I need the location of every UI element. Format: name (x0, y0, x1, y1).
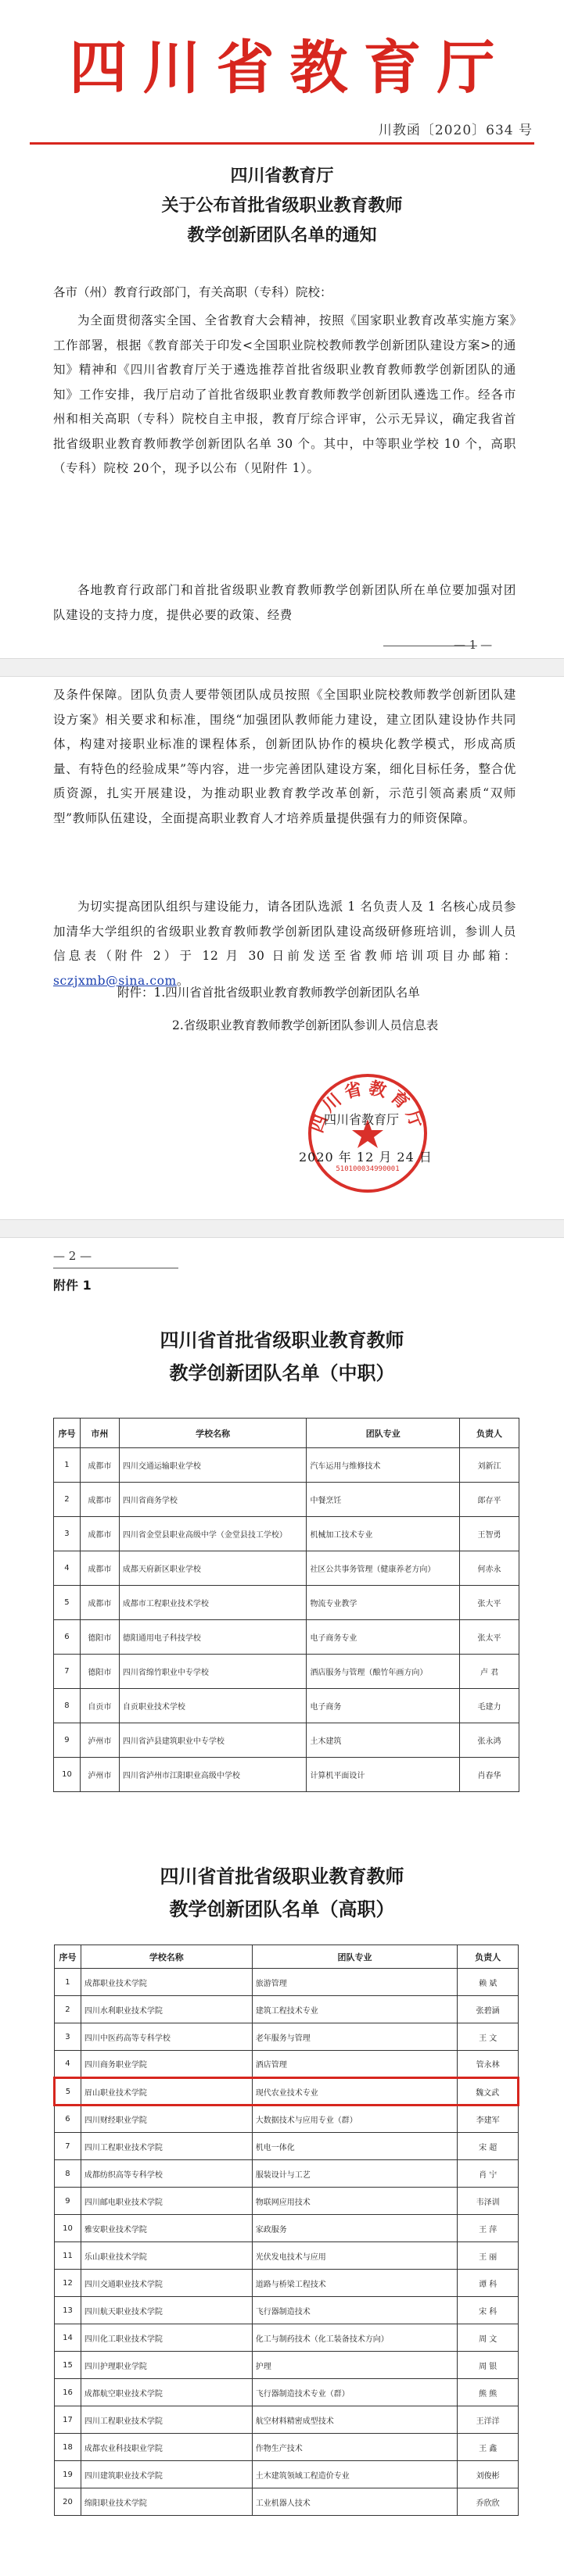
table-cell: 魏文武 (458, 2078, 519, 2106)
paragraph-1: 为全面贯彻落实全国、全省教育大会精神，按照《国家职业教育改革实施方案》工作部署，根据《教育部关于印发<全国职业院校教师教学创新团队建设方案>的通知》精神和《四川省教育厅关于遴选推荐首批省级职业教育教师教学创新团队的通知》工作安排，我厅启动了首批省级职业教育教师教学创新团队遴选工作。经各市州和相关高职（专科）院校自主申报，教育厅综合评审，公示无异议，确定我省首批省级职业教育教师教学创新团队名单 30 个。其中，中等职业学校 10 个，高职（专科）院校 20个，现予以公布（见附件 1）。 (53, 313, 516, 475)
table-cell: 作物生产技术 (252, 2434, 458, 2461)
table-cell: 自贡职业技术学校 (119, 1689, 307, 1723)
table-cell: 物联网应用技术 (252, 2188, 458, 2215)
table-cell: 建筑工程技术专业 (252, 1996, 458, 2023)
paragraph-3-text: 为切实提高团队组织与建设能力，请各团队选派 1 名负责人及 1 名核心成员参加清华大学组织的省级职业教育教师教学创新团队建设高级研修班培训，参训人员信息表（附件 2）于 12 月 30 日前发送至省教师培训项目办邮箱： (53, 900, 516, 963)
table-gz-title-2: 教学创新团队名单（高职） (169, 1898, 395, 1920)
table-row (55, 2488, 519, 2516)
table-cell: 张碧涵 (458, 1996, 519, 2023)
letterhead-title: 四川省教育厅 (69, 34, 511, 102)
table-cell: 刘新江 (460, 1448, 519, 1483)
table-cell: 四川省金堂县职业高级中学（金堂县技工学校） (119, 1517, 307, 1551)
table-zz-title-2: 教学创新团队名单（中职） (169, 1362, 395, 1384)
table-cell: 家政服务 (252, 2215, 458, 2242)
table-cell: 16 (55, 2379, 81, 2406)
table-header-row (55, 1945, 519, 1969)
table-cell: 2 (55, 1996, 81, 2023)
table-cell: 6 (54, 1620, 81, 1655)
letterhead-red-rule (30, 142, 534, 145)
column-header: 序号 (54, 1419, 81, 1448)
table-cell: 成都农业科技职业学院 (81, 2434, 252, 2461)
table-cell: 2 (54, 1483, 81, 1517)
table-row (54, 1483, 519, 1517)
table-cell: 王 鑫 (458, 2434, 519, 2461)
paragraph-2-part-1: 各地教育行政部门和首批省级职业教育教师教学创新团队所在单位要加强对团队建设的支持力度，提供必要的政策、经费 (53, 583, 516, 622)
table-row (55, 2215, 519, 2242)
salutation: 各市（州）教育行政部门，有关高职（专科）院校： (53, 285, 332, 299)
table-cell: 郎存平 (460, 1483, 519, 1517)
table-row (54, 1586, 519, 1620)
table-row (55, 2242, 519, 2270)
table-cell: 宋 超 (458, 2133, 519, 2160)
table-cell: 9 (54, 1723, 81, 1758)
table-cell: 张太平 (460, 1620, 519, 1655)
table-cell: 成都天府新区职业学校 (119, 1551, 307, 1586)
table-cell: 四川航天职业技术学院 (81, 2297, 252, 2324)
table-cell: 宋 科 (458, 2297, 519, 2324)
table-cell: 10 (54, 1758, 81, 1792)
table-row (55, 2352, 519, 2379)
table-higher-vocational (53, 1945, 519, 2516)
table-cell: 周 银 (458, 2352, 519, 2379)
table-row (55, 2051, 519, 2078)
document-number: 川教函〔2020〕634 号 (378, 123, 533, 138)
table-cell: 服装设计与工艺 (252, 2160, 458, 2188)
table-cell: 张大平 (460, 1586, 519, 1620)
column-header: 序号 (55, 1945, 81, 1969)
table-cell: 电子商务 (307, 1689, 460, 1723)
email-link[interactable]: sczjxmb@sina.com (53, 973, 177, 988)
table-row (55, 2133, 519, 2160)
table-cell: 德阳市 (80, 1620, 119, 1655)
table-cell: 四川财经职业学院 (81, 2106, 252, 2133)
table-cell: 土木建筑领域工程造价专业 (252, 2461, 458, 2488)
table-cell: 四川商务职业学院 (81, 2051, 252, 2078)
table-cell: 王洋洋 (458, 2406, 519, 2434)
table-cell: 卢 君 (460, 1655, 519, 1689)
table-row (55, 2461, 519, 2488)
table-row (55, 2106, 519, 2133)
table-row (55, 2406, 519, 2434)
table-cell: 20 (55, 2488, 81, 2516)
attachment-1: 附件：1.四川省首批省级职业教育教师教学创新团队名单 (117, 986, 420, 1000)
appendix-label: 附件 1 (53, 1278, 92, 1293)
table-cell: 计算机平面设计 (307, 1758, 460, 1792)
page-separator-2 (0, 1219, 564, 1238)
table-cell: 13 (55, 2297, 81, 2324)
table-cell: 中餐烹饪 (307, 1483, 460, 1517)
table-cell: 光伏发电技术与应用 (252, 2242, 458, 2270)
table-cell: 成都纺织高等专科学校 (81, 2160, 252, 2188)
table-cell: 四川省商务学校 (119, 1483, 307, 1517)
table-row (55, 2270, 519, 2297)
table-cell: 机电一体化 (252, 2133, 458, 2160)
table-cell: 赖 斌 (458, 1969, 519, 1996)
table-cell: 18 (55, 2434, 81, 2461)
table-cell: 四川化工职业技术学院 (81, 2324, 252, 2352)
table-cell: 17 (55, 2406, 81, 2434)
paragraph-2-part-2: 及条件保障。团队负责人要带领团队成员按照《全国职业院校教师教学创新团队建设方案》相关要求和标准，围绕“加强团队教师能力建设，建立团队建设协作共同体，构建对接职业标准的课程体系，创新团队协作的模块化教学模式，形成高质量、有特色的经验成果”等内容，进一步完善团队建设方案，细化目标任务，整合优质资源，扎实开展建设，为推动职业教育教学改革创新，示范引领高素质“双师型”教师队伍建设，全面提高职业教育人才培养质量提供强有力的师资保障。 (53, 688, 516, 825)
table-cell: 5 (55, 2078, 81, 2106)
column-header: 团队专业 (252, 1945, 458, 1969)
table-cell: 肖春华 (460, 1758, 519, 1792)
table-row (55, 2023, 519, 2051)
table-cell: 四川建筑职业技术学院 (81, 2461, 252, 2488)
table-cell: 道路与桥梁工程技术 (252, 2270, 458, 2297)
column-header: 团队专业 (307, 1419, 460, 1448)
table-row (55, 2379, 519, 2406)
table-cell: 四川省泸州市江阳职业高级中学校 (119, 1758, 307, 1792)
table-cell: 绵阳职业技术学院 (81, 2488, 252, 2516)
column-header: 市州 (80, 1419, 119, 1448)
table-cell: 10 (55, 2215, 81, 2242)
table-cell: 德阳通用电子科技学校 (119, 1620, 307, 1655)
table-cell: 3 (54, 1517, 81, 1551)
table-cell: 成都市 (80, 1551, 119, 1586)
table-cell: 刘俊彬 (458, 2461, 519, 2488)
table-row (54, 1448, 519, 1483)
table-cell: 熊 熊 (458, 2379, 519, 2406)
table-row (54, 1620, 519, 1655)
table-cell: 1 (55, 1969, 81, 1996)
table-cell: 德阳市 (80, 1655, 119, 1689)
table-cell: 社区公共事务管理（健康养老方向） (307, 1551, 460, 1586)
table-cell: 乐山职业技术学院 (81, 2242, 252, 2270)
table-cell: 四川交通运输职业学校 (119, 1448, 307, 1483)
table-cell: 何赤永 (460, 1551, 519, 1586)
official-seal (305, 1071, 430, 1196)
attachment-2: 2.省级职业教育教师教学创新团队参训人员信息表 (172, 1018, 439, 1032)
table-cell: 王 丽 (458, 2242, 519, 2270)
table-cell: 自贡市 (80, 1689, 119, 1723)
table-row (55, 2324, 519, 2352)
table-cell: 四川工程职业技术学院 (81, 2133, 252, 2160)
table-row (54, 1551, 519, 1586)
table-cell: 电子商务专业 (307, 1620, 460, 1655)
table-cell: 老年服务与管理 (252, 2023, 458, 2051)
table-gz-title-1: 四川省首批省级职业教育教师 (160, 1866, 404, 1887)
table-cell: 大数据技术与应用专业（群） (252, 2106, 458, 2133)
table-row (55, 1969, 519, 1996)
table-cell: 8 (54, 1689, 81, 1723)
table-cell: 化工与制药技术（化工装备技术方向） (252, 2324, 458, 2352)
table-cell: 7 (54, 1655, 81, 1689)
table-row (55, 2160, 519, 2188)
table-row (54, 1723, 519, 1758)
table-cell: 四川中医药高等专科学校 (81, 2023, 252, 2051)
table-cell: 四川省绵竹职业中专学校 (119, 1655, 307, 1689)
table-cell: 物流专业教学 (307, 1586, 460, 1620)
table-cell: 眉山职业技术学院 (81, 2078, 252, 2106)
table-cell: 飞行器制造技术 (252, 2297, 458, 2324)
table-cell: 3 (55, 2023, 81, 2051)
table-cell: 谭 科 (458, 2270, 519, 2297)
column-header: 负责人 (460, 1419, 519, 1448)
signature-org: 四川省教育厅 (324, 1112, 400, 1127)
table-cell: 王智勇 (460, 1517, 519, 1551)
table-cell: 成都市工程职业技术学校 (119, 1586, 307, 1620)
table-row (55, 2188, 519, 2215)
table-cell: 李建军 (458, 2106, 519, 2133)
table-row (55, 1996, 519, 2023)
table-cell: 现代农业技术专业 (252, 2078, 458, 2106)
table-cell: 四川护理职业学院 (81, 2352, 252, 2379)
table-cell: 成都市 (80, 1483, 119, 1517)
notice-title-line-3: 教学创新团队名单的通知 (187, 225, 377, 245)
table-zz-title-1: 四川省首批省级职业教育教师 (160, 1329, 404, 1351)
table-cell: 四川省泸县建筑职业中专学校 (119, 1723, 307, 1758)
table-cell: 汽车运用与维修技术 (307, 1448, 460, 1483)
table-row (54, 1517, 519, 1551)
notice-title-line-1: 四川省教育厅 (230, 166, 334, 186)
table-cell: 4 (55, 2051, 81, 2078)
table-row (55, 2434, 519, 2461)
table-cell: 酒店管理 (252, 2051, 458, 2078)
column-header: 学校名称 (119, 1419, 307, 1448)
table-cell: 周 文 (458, 2324, 519, 2352)
table-cell: 机械加工技术专业 (307, 1517, 460, 1551)
table-cell: 成都航空职业技术学院 (81, 2379, 252, 2406)
table-cell: 成都职业技术学院 (81, 1969, 252, 1996)
page-separator (0, 658, 564, 677)
table-row (54, 1655, 519, 1689)
table-secondary-vocational (53, 1418, 519, 1792)
table-cell: 成都市 (80, 1586, 119, 1620)
table-cell: 四川工程职业技术学院 (81, 2406, 252, 2434)
table-cell: 15 (55, 2352, 81, 2379)
table-cell: 12 (55, 2270, 81, 2297)
table-cell: 11 (55, 2242, 81, 2270)
table-cell: 四川邮电职业技术学院 (81, 2188, 252, 2215)
table-cell: 7 (55, 2133, 81, 2160)
table-cell: 泸州市 (80, 1723, 119, 1758)
table-cell: 成都市 (80, 1517, 119, 1551)
table-cell: 5 (54, 1586, 81, 1620)
column-header: 学校名称 (81, 1945, 252, 1969)
seal-arc-text: 四川省教育厅 (307, 1078, 428, 1136)
table-cell: 工业机器人技术 (252, 2488, 458, 2516)
table-cell: 四川水利职业技术学院 (81, 1996, 252, 2023)
column-header: 负责人 (458, 1945, 519, 1969)
table-row (54, 1758, 519, 1792)
table-cell: 酒店服务与管理（酿竹年画方向） (307, 1655, 460, 1689)
page-number-2: — 2 — (53, 1249, 92, 1263)
table-cell: 乔欣欣 (458, 2488, 519, 2516)
signature-date: 2020 年 12 月 24 日 (299, 1150, 433, 1165)
table-cell: 韦泽训 (458, 2188, 519, 2215)
table-row (55, 2078, 519, 2106)
table-cell: 王 文 (458, 2023, 519, 2051)
table-cell: 王 萍 (458, 2215, 519, 2242)
table-cell: 成都市 (80, 1448, 119, 1483)
table-cell: 护理 (252, 2352, 458, 2379)
table-cell: 14 (55, 2324, 81, 2352)
table-header-row (54, 1419, 519, 1448)
table-cell: 泸州市 (80, 1758, 119, 1792)
table-cell: 航空材料精密成型技术 (252, 2406, 458, 2434)
table-cell: 9 (55, 2188, 81, 2215)
table-cell: 飞行器制造技术专业（群） (252, 2379, 458, 2406)
notice-title-line-2: 关于公布首批省级职业教育教师 (161, 195, 403, 216)
paragraph-3-end: 。 (176, 973, 189, 988)
table-cell: 19 (55, 2461, 81, 2488)
table-row (54, 1689, 519, 1723)
table-cell: 6 (55, 2106, 81, 2133)
seal-serial: 510100034990001 (336, 1165, 400, 1173)
table-cell: 管永林 (458, 2051, 519, 2078)
table-cell: 雅安职业技术学院 (81, 2215, 252, 2242)
table-cell: 四川交通职业技术学院 (81, 2270, 252, 2297)
page-number-1: — 1 — (454, 638, 493, 652)
table-cell: 土木建筑 (307, 1723, 460, 1758)
table-row (55, 2297, 519, 2324)
table-cell: 旅游管理 (252, 1969, 458, 1996)
table-cell: 8 (55, 2160, 81, 2188)
table-cell: 肖 宁 (458, 2160, 519, 2188)
table-cell: 4 (54, 1551, 81, 1586)
table-cell: 张永鸿 (460, 1723, 519, 1758)
table-cell: 1 (54, 1448, 81, 1483)
table-cell: 毛建力 (460, 1689, 519, 1723)
